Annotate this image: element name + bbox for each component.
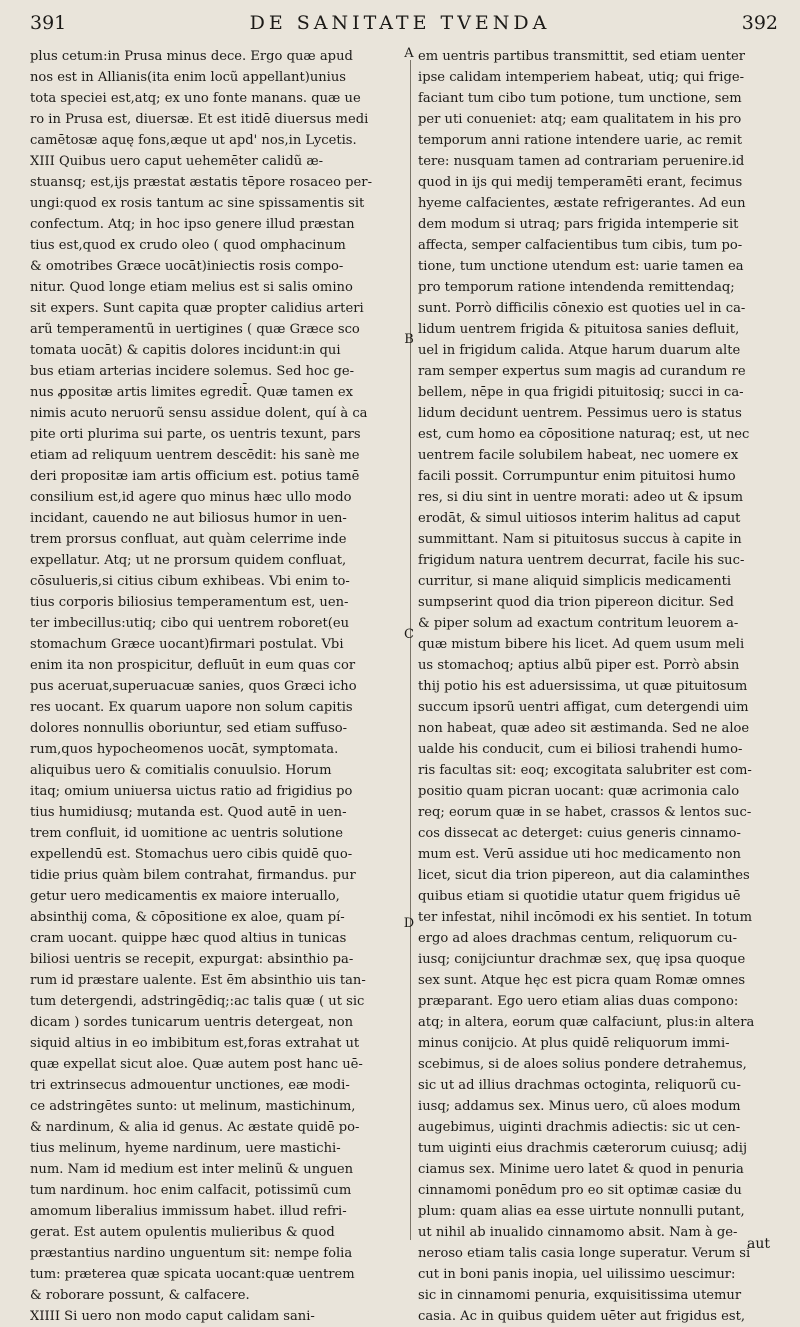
right-text-line: mum est. Verū assidue uti hoc medicamento non	[418, 847, 741, 862]
margin-letter-b: B	[404, 332, 414, 347]
left-text-line: tius melinum, hyeme nardinum, uere mastichi-	[30, 1141, 341, 1156]
left-text-line: expellendū est. Stomachus uero cibis quidē quo-	[30, 847, 353, 862]
right-text-line: licet, sicut dia trion pipereon, aut dia calaminthes	[418, 868, 750, 883]
right-text-line: non habeat, quæ adeo sit æstimanda. Sed ne aloe	[418, 721, 750, 736]
left-text-line: expellatur. Atq; ut ne prorsum quidem confluat,	[30, 553, 347, 568]
right-text-line: lidum uentrem frigida & pituitosa sanies defluit,	[418, 322, 740, 337]
right-text-line: minus conijcio. At plus quidē reliquorum immi-	[418, 1036, 730, 1051]
left-text-line: pite orti plurima sui parte, os uentris texunt, pars	[30, 427, 361, 442]
right-text-line: facili possit. Corrumpuntur enim pituitosi humo	[418, 469, 736, 484]
right-text-line: positio quam picran uocant: quæ acrimonia calo	[418, 784, 740, 799]
right-text-line: atq; in altera, eorum quæ calfaciunt, plus:in altera	[418, 1015, 755, 1030]
catchword: aut	[747, 1236, 770, 1252]
left-text-line: plus cetum:in Prusa minus dece. Ergo quæ apud	[30, 49, 353, 64]
right-text-line: ram semper expertus sum magis ad curandum re	[418, 364, 746, 379]
right-text-line: res, si diu sint in uentre morati: adeo ut & ipsum	[418, 490, 744, 505]
right-text-line: uel in frigidum calida. Atque harum duarum alte	[418, 343, 741, 358]
right-text-line: succum ipsorũ uentri affigat, cum detergendi uim	[418, 700, 749, 715]
right-text-line: plum: quam alias ea esse uirtute nonnulli putant,	[418, 1204, 745, 1219]
right-text-line: hyeme calfacientes, æstate refrigerantes. Ad eun	[418, 196, 746, 211]
left-text-line: res uocant. Ex quarum uapore non solum capitis	[30, 700, 353, 715]
left-text-line: & roborare possunt, & calfacere.	[30, 1288, 250, 1303]
left-text-line: ro in Prusa est, diuersæ. Et est itidē diuersus medi	[30, 112, 369, 127]
right-text-line: iusq; conijciuntur drachmæ sex, quę ipsa quoque	[418, 952, 746, 967]
right-text-line: est, cum homo ea cōpositione naturaq; est, ut nec	[418, 427, 750, 442]
column-divider	[410, 60, 411, 1240]
left-text-line: nus ꝓpositæ artis limites egredit̄. Quæ tamen ex	[30, 385, 353, 400]
left-text-line: tum detergendi, adstringēdiq;:ac talis quæ ( ut sic	[30, 994, 365, 1009]
right-text-line: bellem, nēpe in qua frigidi pituitosiq; succi in ca-	[418, 385, 744, 400]
left-text-line: ungi:quod ex rosis tantum ac sine spissamentis sit	[30, 196, 365, 211]
left-text-line: tum: præterea quæ spicata uocant:quæ uentrem	[30, 1267, 355, 1282]
margin-letter-a: A	[404, 46, 414, 61]
left-text-line: stuansq; est,ijs præstat æstatis tēpore rosaceo per-	[30, 175, 372, 190]
right-text-line: cinnamomi ponēdum pro eo sit optimæ casiæ du	[418, 1183, 742, 1198]
right-text-line: præparant. Ego uero etiam alias duas compono:	[418, 994, 739, 1009]
right-text-line: quod in ijs qui medij temperamēti erant, fecimus	[418, 175, 743, 190]
right-text-line: neroso etiam talis casia longe superatur. Verum si	[418, 1246, 751, 1261]
left-text-line: tomata uocāt) & capitis dolores incidunt:in qui	[30, 343, 341, 358]
left-text-line: confectum. Atq; in hoc ipso genere illud præstan	[30, 217, 355, 232]
right-page-number: 392	[741, 12, 778, 34]
right-text-line: ipse calidam intemperiem habeat, utiq; qui frige-	[418, 70, 745, 85]
left-text-line: tius corporis biliosius temperamentum est, uen-	[30, 595, 349, 610]
left-text-line: enim ita non prospicitur, defluūt in eum quas cor	[30, 658, 356, 673]
right-text-line: sex sunt. Atque hęc est picra quam Romæ omnes	[418, 973, 746, 988]
right-text-line: cut in boni panis inopia, uel uilissimo uescimur:	[418, 1267, 736, 1282]
right-text-column	[418, 46, 790, 1327]
right-text-line: & piper solum ad exactum contritum leuorem a-	[418, 616, 739, 631]
left-text-line: rum id præstare ualente. Est ēm absinthio uis tan-	[30, 973, 366, 988]
left-text-line: XIII Quibus uero caput uehemēter calidũ æ-	[30, 154, 324, 169]
right-text-line: quæ mistum bibere his licet. Ad quem usum meli	[418, 637, 745, 652]
right-text-line: frigidum natura uentrem decurrat, facile his suc-	[418, 553, 745, 568]
left-text-line: nitur. Quod longe etiam melius est si salis omino	[30, 280, 353, 295]
running-title: DE SANITATE TVENDA	[249, 12, 551, 34]
right-text-line: lidum decidunt uentrem. Pessimus uero is status	[418, 406, 742, 421]
right-text-line: tere: nusquam tamen ad contrariam peruenire.id	[418, 154, 745, 169]
left-text-line: cram uocant. quippe hæc quod altius in tunicas	[30, 931, 347, 946]
left-text-line: biliosi uentris se recepit, expurgat: absinthio pa-	[30, 952, 354, 967]
right-text-line: uentrem facile solubilem habeat, nec uomere ex	[418, 448, 739, 463]
right-text-line: iusq; addamus sex. Minus uero, cũ aloes modum	[418, 1099, 741, 1114]
right-text-line: affecta, semper calfacientibus tum cibis, tum po-	[418, 238, 743, 253]
right-text-line: ualde his conducit, cum ei biliosi trahendi humo-	[418, 742, 743, 757]
left-text-line: stomachum Græce uocant)firmari postulat. Vbi	[30, 637, 344, 652]
left-text-line: tius est,quod ex crudo oleo ( quod omphacinum	[30, 238, 346, 253]
left-page-number: 391	[30, 12, 67, 34]
right-text-line: us stomachoq; aptius albũ piper est. Porrò absin	[418, 658, 740, 673]
left-text-line: tota speciei est,atq; ex uno fonte manans. quæ ue	[30, 91, 361, 106]
right-text-line: per uti conueniet: atq; eam qualitatem in his pro	[418, 112, 742, 127]
right-text-line: thij potio his est aduersissima, ut quæ pituitosum	[418, 679, 748, 694]
left-text-line: gerat. Est autem opulentis mulieribus & quod	[30, 1225, 335, 1240]
left-text-line: tri extrinsecus admouentur unctiones, eæ modi-	[30, 1078, 350, 1093]
right-text-line: sunt. Porrò difficilis cōnexio est quoties uel in ca-	[418, 301, 746, 316]
right-text-line: ciamus sex. Minime uero latet & quod in penuria	[418, 1162, 744, 1177]
left-text-line: num. Nam id medium est inter melinũ & unguen	[30, 1162, 354, 1177]
right-text-line: sic in cinnamomi penuria, exquisitissima utemur	[418, 1288, 742, 1303]
right-text-line: dem modum si utraq; pars frigida intemperie sit	[418, 217, 739, 232]
left-text-line: dolores nonnullis oboriuntur, sed etiam suffuso-	[30, 721, 348, 736]
right-text-line: scebimus, si de aloes solius pondere detrahemus,	[418, 1057, 747, 1072]
left-text-line: tius humidiusq; mutanda est. Quod autē in uen-	[30, 805, 347, 820]
left-text-line: deri propositæ iam artis officium est. potius tamē	[30, 469, 360, 484]
left-text-line: præstantius nardino unguentum sit: nempe folia	[30, 1246, 353, 1261]
left-text-line: camētosæ aquę fons,æque ut apd' nos,in Lycetis.	[30, 133, 357, 148]
left-text-line: XIIII Si uero non modo caput calidam sani-	[30, 1309, 315, 1324]
right-text-line: faciant tum cibo tum potione, tum unctione, sem	[418, 91, 742, 106]
right-text-line: cos dissecat ac deterget: cuius generis cinnamo-	[418, 826, 741, 841]
left-text-line: trem confluit, id uomitione ac uentris solutione	[30, 826, 344, 841]
left-text-line: trem prorsus confluat, aut quàm celerrime inde	[30, 532, 347, 547]
right-text-line: em uentris partibus transmittit, sed etiam uenter	[418, 49, 745, 64]
right-text-line: ergo ad aloes drachmas centum, reliquorum cu-	[418, 931, 738, 946]
left-text-column	[30, 46, 402, 1327]
left-text-line: bus etiam arterias incidere solemus. Sed hoc ge-	[30, 364, 354, 379]
margin-letter-d: D	[403, 916, 415, 931]
left-text-line: absinthij coma, & cōpositione ex aloe, quam pí-	[30, 910, 345, 925]
left-text-line: consilium est,id agere quo minus hæc ullo modo	[30, 490, 352, 505]
left-text-line: pus aceruat,superuacuæ sanies, quos Græci icho	[30, 679, 357, 694]
left-text-line: arũ temperamentũ in uertigines ( quæ Græce sco	[30, 322, 360, 337]
right-text-line: quibus etiam si quotidie utatur quem frigidus uē	[418, 889, 741, 904]
left-text-line: & nardinum, & alia id genus. Ac æstate quidē po-	[30, 1120, 360, 1135]
left-text-line: ce adstringētes sunto: ut melinum, mastichinum,	[30, 1099, 356, 1114]
right-text-line: sumpserint quod dia trion pipereon dicitur. Sed	[418, 595, 734, 610]
left-text-line: nimis acuto neruorũ sensu assidue dolent, quí à ca	[30, 406, 368, 421]
left-text-line: amomum liberalius immissum habet. illud refri-	[30, 1204, 347, 1219]
right-text-line: temporum anni ratione intendere uarie, ac remit	[418, 133, 743, 148]
right-text-line: ut nihil ab inualido cinnamomo absit. Nam à ge-	[418, 1225, 738, 1240]
left-text-line: cōsulueris,si citius cibum exhibeas. Vbi enim to-	[30, 574, 350, 589]
right-text-line: ris facultas sit: eoq; excogitata salubriter est com-	[418, 763, 752, 778]
left-text-line: sit expers. Sunt capita quæ propter calidius arteri	[30, 301, 364, 316]
left-text-line: ter imbecillus:utiq; cibo qui uentrem roboret(eu	[30, 616, 350, 631]
right-text-line: summittant. Nam si pituitosus succus à capite in	[418, 532, 742, 547]
left-text-line: tum nardinum. hoc enim calfacit, potissimũ cum	[30, 1183, 352, 1198]
left-text-line: getur uero medicamentis ex maiore interuallo,	[30, 889, 340, 904]
left-text-line: incidant, cauendo ne aut biliosus humor in uen-	[30, 511, 347, 526]
left-text-line: quæ expellat sicut aloe. Quæ autem post hanc uē-	[30, 1057, 363, 1072]
left-text-line: aliquibus uero & comitialis conuulsio. Horum	[30, 763, 332, 778]
right-text-line: augebimus, uiginti drachmis adiectis: sic ut cen-	[418, 1120, 741, 1135]
right-text-line: ter infestat, nihil incōmodi ex his sentiet. In totum	[418, 910, 752, 925]
left-text-line: & omotribes Græce uocāt)iniectis rosis compo-	[30, 259, 344, 274]
right-text-line: tum uiginti eius drachmis cæterorum cuiusq; adij	[418, 1141, 748, 1156]
left-text-line: rum,quos hypocheomenos uocāt, symptomata.	[30, 742, 339, 757]
right-text-line: req; eorum quæ in se habet, crassos & lentos suc-	[418, 805, 752, 820]
right-text-line: sic ut ad illius drachmas octoginta, reliquorũ cu-	[418, 1078, 741, 1093]
right-text-line: curritur, si mane aliquid simplicis medicamenti	[418, 574, 732, 589]
left-text-line: siquid altius in eo imbibitum est,foras extrahat ut	[30, 1036, 360, 1051]
running-header	[0, 12, 800, 44]
left-text-line: nos est in Allianis(ita enim locũ appellant)unius	[30, 70, 347, 85]
right-text-line: casia. Ac in quibus quidem uēter aut frigidus est,	[418, 1309, 746, 1324]
left-text-line: etiam ad reliquum uentrem descēdit: his sanè me	[30, 448, 360, 463]
right-text-line: erodāt, & simul uitiosos interim halitus ad caput	[418, 511, 741, 526]
left-text-line: dicam ) sordes tunicarum uentris detergeat, non	[30, 1015, 354, 1030]
right-text-line: tione, tum unctione utendum est: uarie tamen ea	[418, 259, 744, 274]
left-text-line: itaq; omium uniuersa uictus ratio ad frigidius po	[30, 784, 353, 799]
margin-letter-c: C	[404, 627, 414, 642]
left-text-line: tidie prius quàm bilem contrahat, firmandus. pur	[30, 868, 356, 883]
right-text-line: pro temporum ratione intendenda remittendaq;	[418, 280, 735, 295]
